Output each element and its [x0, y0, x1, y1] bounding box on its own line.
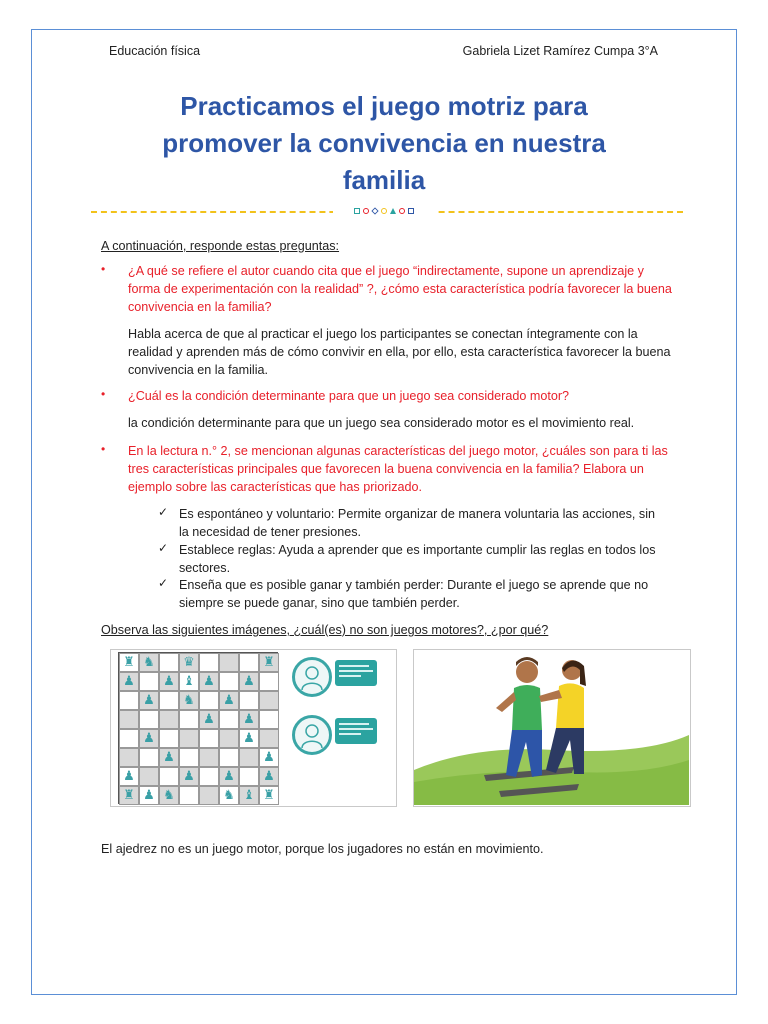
chess-square: [199, 672, 219, 691]
chess-square: [259, 786, 279, 805]
chess-square: [199, 710, 219, 729]
chess-piece-icon: ♟: [143, 788, 155, 803]
player-avatar-icon: [292, 715, 332, 755]
title-line-1: Practicamos el juego motriz para: [180, 91, 588, 121]
chess-piece-icon: ♟: [263, 750, 275, 765]
checklist-item-2: Establece reglas: Ayuda a aprender que es importante cumplir las reglas en todos los sectores.: [179, 543, 656, 575]
chess-square: [199, 729, 219, 748]
chess-piece-icon: ♟: [223, 769, 235, 784]
chess-square: [139, 729, 159, 748]
chess-piece-icon: ♜: [263, 788, 275, 803]
chess-square: [159, 729, 179, 748]
chess-piece-icon: ♟: [243, 731, 255, 746]
student-name: Gabriela Lizet Ramírez Cumpa 3°A: [462, 44, 658, 58]
check-icon: ✓: [158, 576, 169, 590]
title-line-3: familia: [342, 165, 426, 195]
chess-square: [239, 691, 259, 710]
question-2: ¿Cuál es la condición determinante para que un juego sea considerado motor?: [128, 389, 570, 403]
chess-piece-icon: ♝: [183, 674, 195, 689]
page-title: [90, 88, 678, 199]
chess-square: [119, 786, 139, 805]
chess-square: [139, 767, 159, 786]
chess-square: [139, 748, 159, 767]
observe-prompt: Observa las siguientes imágenes, ¿cuál(es) no son juegos motores?, ¿por qué?: [101, 623, 549, 637]
chess-piece-icon: ♜: [263, 655, 275, 670]
chess-piece-icon: ♞: [163, 788, 175, 803]
chess-piece-icon: ♟: [163, 750, 175, 765]
player-avatar-icon: [292, 657, 332, 697]
chess-square: [179, 691, 199, 710]
chess-piece-icon: ♞: [143, 655, 155, 670]
chess-piece-icon: ♜: [123, 655, 135, 670]
chess-piece-icon: ♟: [263, 769, 275, 784]
chess-square: [259, 672, 279, 691]
chess-square: [179, 767, 199, 786]
chess-board: [118, 652, 278, 804]
bullet-icon: •: [101, 387, 106, 401]
chess-piece-icon: ♟: [123, 674, 135, 689]
chess-square: [219, 691, 239, 710]
chess-square: [239, 767, 259, 786]
chess-piece-icon: ♛: [183, 655, 195, 670]
triangle-shape-icon: [390, 208, 396, 214]
chess-square: [139, 691, 159, 710]
chess-piece-icon: ♞: [223, 788, 235, 803]
children-playing-image: [413, 649, 691, 807]
chess-square: [219, 748, 239, 767]
chess-square: [219, 767, 239, 786]
divider-shapes: [333, 205, 435, 217]
chess-square: [259, 767, 279, 786]
chess-image: [110, 649, 397, 807]
chess-square: [239, 710, 259, 729]
chess-square: [199, 767, 219, 786]
subject-label: Educación física: [109, 44, 201, 58]
chess-square: [259, 710, 279, 729]
chess-square: [179, 729, 199, 748]
chess-square: [239, 786, 259, 805]
square-shape-icon: [354, 208, 360, 214]
circle-shape-icon: [399, 208, 405, 214]
chess-square: [119, 653, 139, 672]
conclusion-text: El ajedrez no es un juego motor, porque los jugadores no están en movimiento.: [101, 842, 544, 856]
bullet-icon: •: [101, 262, 106, 276]
diamond-shape-icon: [371, 207, 378, 214]
chess-square: [119, 748, 139, 767]
chess-square: [179, 653, 199, 672]
chess-piece-icon: ♟: [123, 769, 135, 784]
question-1: ¿A qué se refiere el autor cuando cita que el juego “indirectamente, supone un aprendizaje y forma de experimentación con la realidad” ?, ¿cómo esta característica podría favorecer la buena convivencia en la familia?: [128, 264, 672, 314]
chess-piece-icon: ♟: [203, 712, 215, 727]
chess-square: [159, 767, 179, 786]
chess-piece-icon: ♝: [243, 788, 255, 803]
chess-piece-icon: ♟: [163, 674, 175, 689]
square-shape-icon: [408, 208, 414, 214]
chess-square: [139, 786, 159, 805]
speech-bubble-icon: [335, 660, 377, 686]
chess-piece-icon: ♟: [143, 731, 155, 746]
chess-square: [139, 710, 159, 729]
chess-piece-icon: ♟: [243, 712, 255, 727]
question-3: En la lectura n.° 2, se mencionan algunas características del juego motor, ¿cuáles son para ti las tres características principales que favorecen la buena convivencia en la familia? Elabora un ejemplo sobre las características que has priorizado.: [128, 444, 668, 494]
chess-square: [219, 710, 239, 729]
check-icon: ✓: [158, 541, 169, 555]
chess-piece-icon: ♟: [243, 674, 255, 689]
chess-square: [199, 786, 219, 805]
chess-piece-icon: ♟: [223, 693, 235, 708]
chess-square: [119, 672, 139, 691]
chess-square: [159, 786, 179, 805]
chess-piece-icon: ♟: [203, 674, 215, 689]
chess-piece-icon: ♞: [183, 693, 195, 708]
chess-square: [199, 653, 219, 672]
chess-square: [219, 729, 239, 748]
title-line-2: promover la convivencia en nuestra: [162, 128, 606, 158]
chess-square: [259, 691, 279, 710]
chess-square: [159, 653, 179, 672]
chess-square: [179, 710, 199, 729]
chess-square: [219, 653, 239, 672]
chess-square: [159, 710, 179, 729]
speech-bubble-icon: [335, 718, 377, 744]
chess-square: [119, 729, 139, 748]
intro-text: A continuación, responde estas preguntas:: [101, 239, 340, 253]
chess-square: [159, 691, 179, 710]
chess-square: [119, 767, 139, 786]
chess-square: [199, 748, 219, 767]
chess-square: [159, 672, 179, 691]
chess-square: [239, 748, 259, 767]
chess-square: [219, 786, 239, 805]
answer-1: Habla acerca de que al practicar el juego los participantes se conectan íntegramente con la realidad y aprenden más de cómo convivir en ella, por ello, esta característica favorecer la buena convivencia en la familia.: [128, 327, 671, 377]
children-playing-illustration: [414, 650, 689, 805]
checklist-item-3: Enseña que es posible ganar y también perder: Durante el juego se aprende que no siempre se puede ganar, sino que también perder.: [179, 578, 649, 610]
chess-square: [239, 729, 259, 748]
bullet-icon: •: [101, 442, 106, 456]
chess-square: [139, 653, 159, 672]
checklist-item-1: Es espontáneo y voluntario: Permite organizar de manera voluntaria las acciones, sin la necesidad de tener presiones.: [179, 507, 656, 539]
circle-shape-icon: [363, 208, 369, 214]
chess-square: [179, 748, 199, 767]
chess-square: [179, 672, 199, 691]
chess-square: [159, 748, 179, 767]
chess-piece-icon: ♟: [143, 693, 155, 708]
chess-square: [179, 786, 199, 805]
chess-piece-icon: ♟: [183, 769, 195, 784]
chess-square: [139, 672, 159, 691]
chess-square: [119, 691, 139, 710]
chess-square: [239, 672, 259, 691]
circle-shape-icon: [381, 208, 387, 214]
chess-square: [259, 748, 279, 767]
chess-square: [259, 653, 279, 672]
chess-square: [259, 729, 279, 748]
chess-square: [219, 672, 239, 691]
chess-piece-icon: ♜: [123, 788, 135, 803]
answer-2: la condición determinante para que un juego sea considerado motor es el movimiento real.: [128, 416, 635, 430]
check-icon: ✓: [158, 505, 169, 519]
chess-square: [119, 710, 139, 729]
chess-square: [199, 691, 219, 710]
chess-square: [239, 653, 259, 672]
